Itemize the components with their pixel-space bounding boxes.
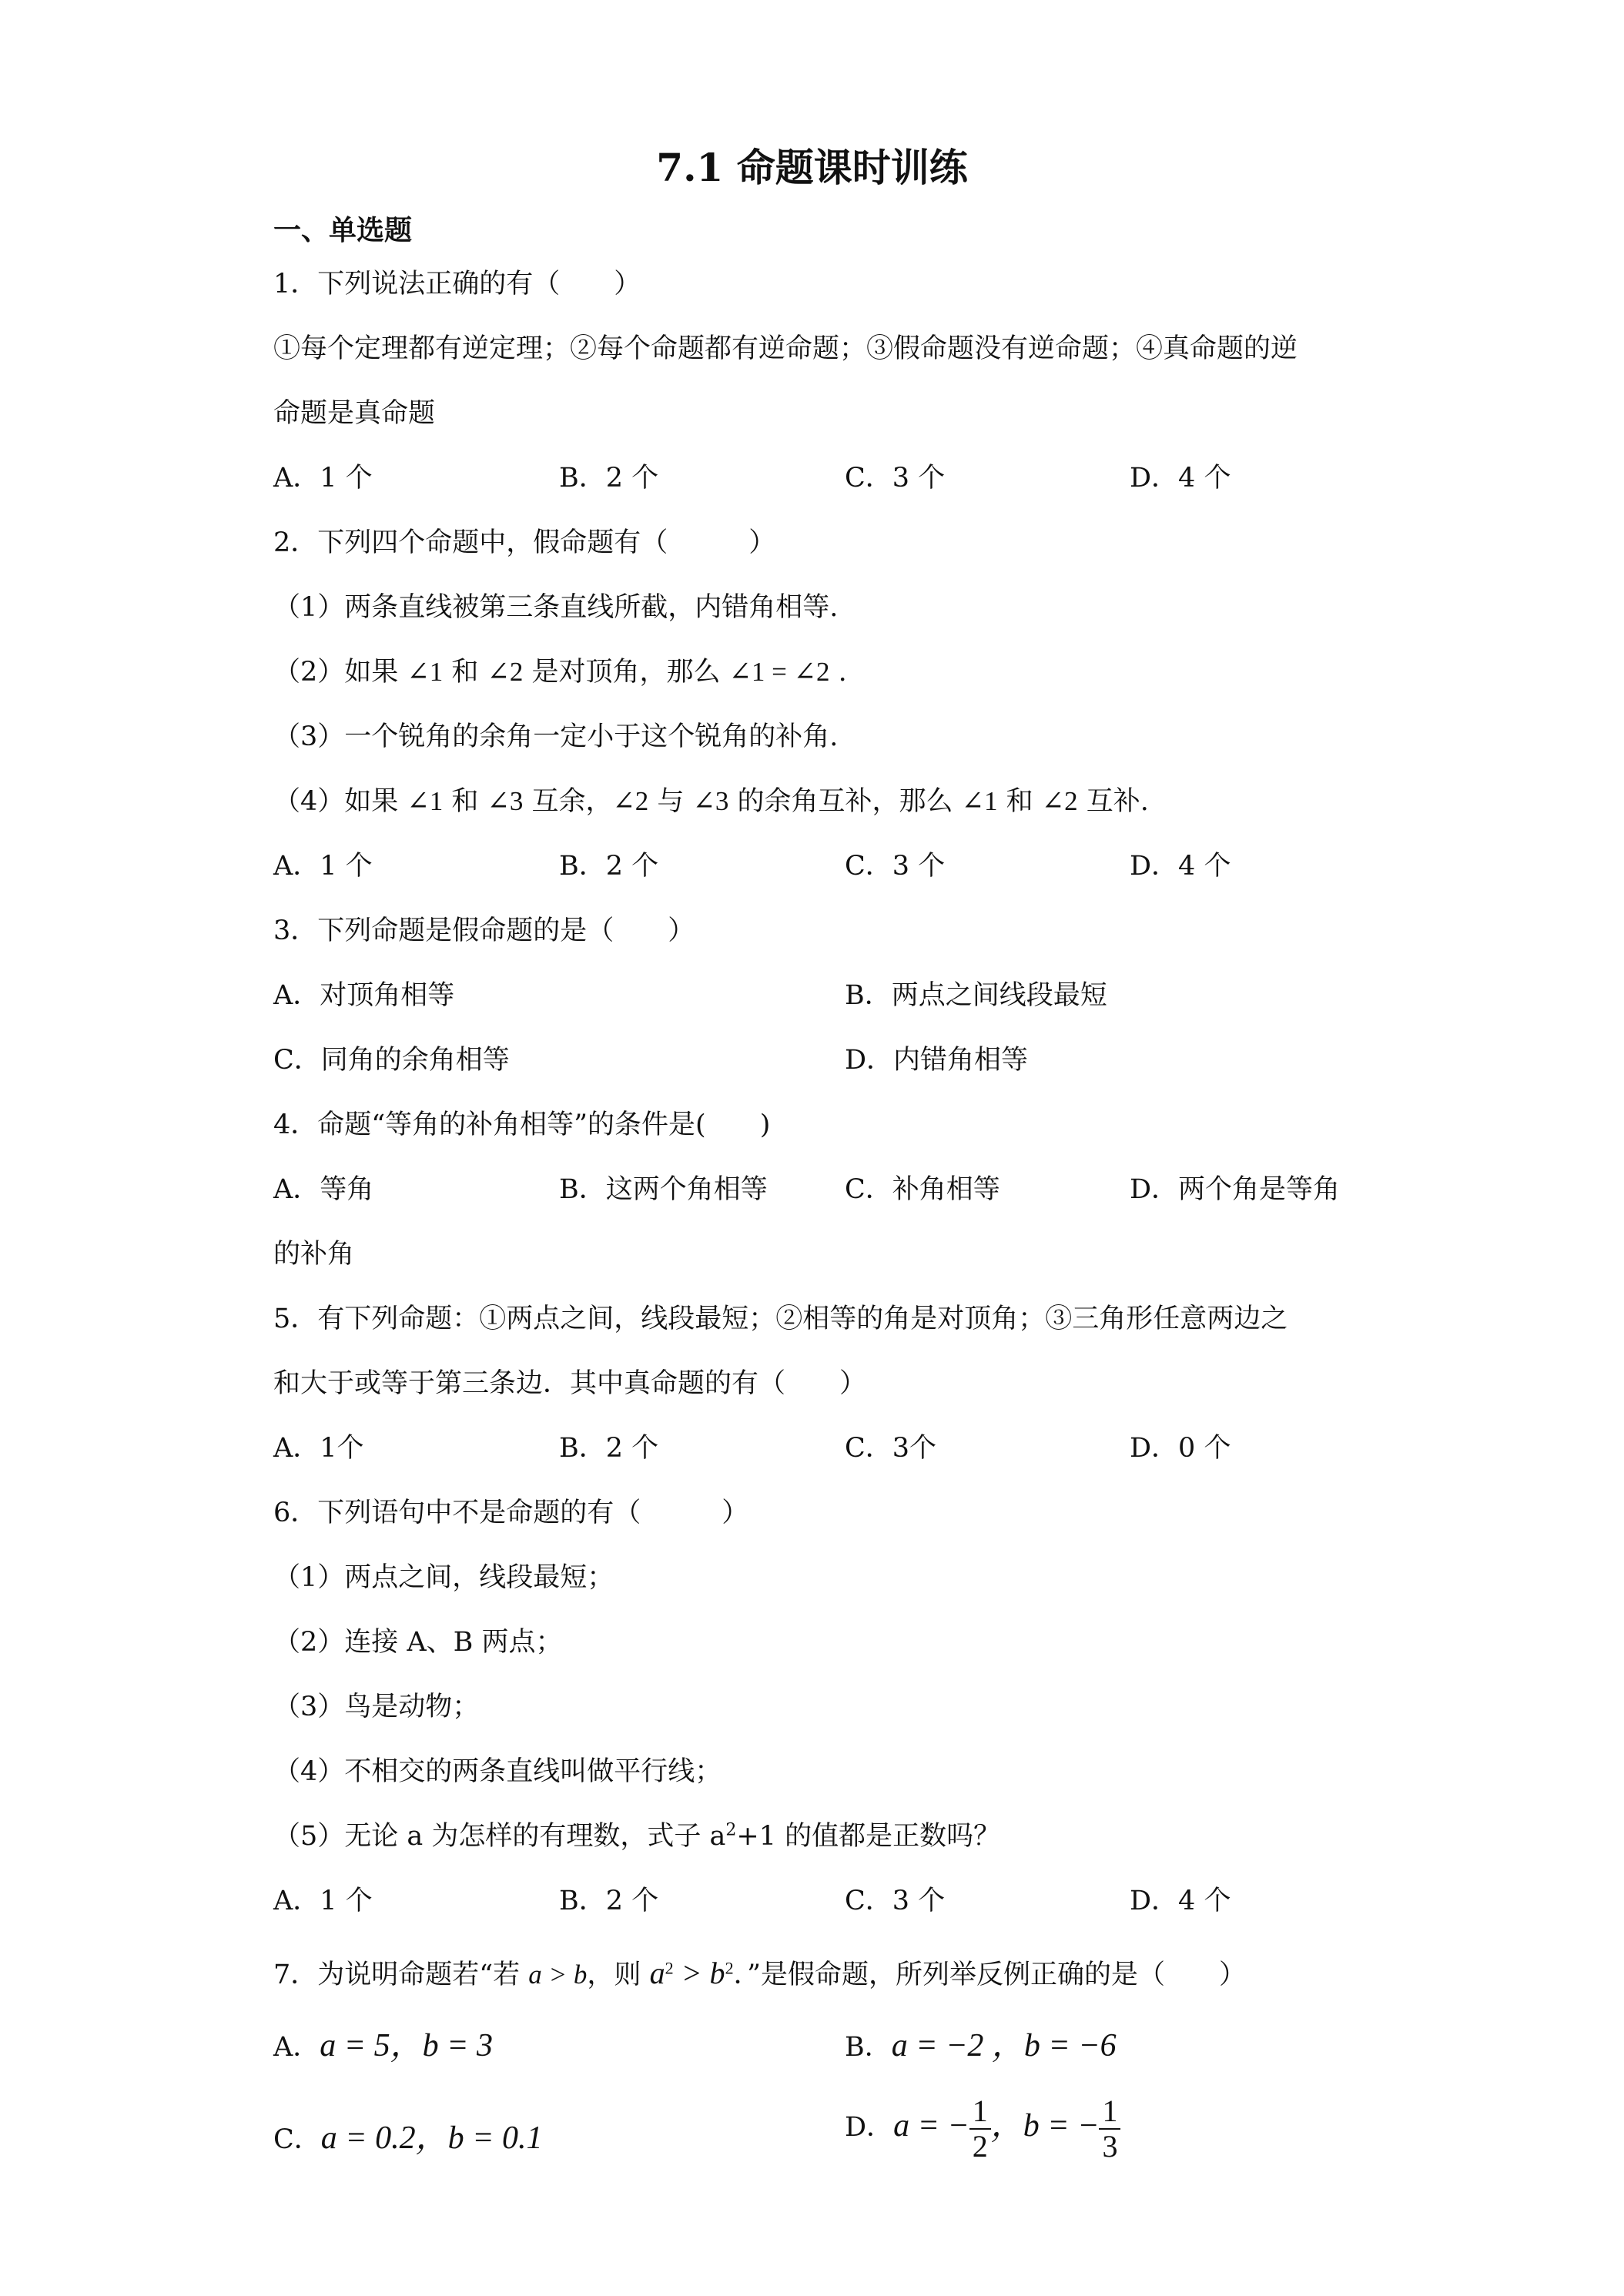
q6-stem: 6．下列语句中不是命题的有（ ） — [273, 1498, 749, 1528]
q3-option-a: A．对顶角相等 — [273, 980, 455, 1011]
q4-option-d-continued: 的补角 — [273, 1239, 355, 1270]
q1-option-c: C．3 个 — [845, 463, 946, 494]
q7-option-d: D．a = − $\frac{1}{2}$ ，b = − $\frac{1}{3}$ — [845, 2091, 1120, 2164]
q5-option-a: A．1个 — [273, 1433, 364, 1464]
q6-item-3: （3）鸟是动物； — [273, 1692, 480, 1722]
q2-option-b: B．2 个 — [559, 851, 659, 882]
q3-option-b: B．两点之间线段最短 — [845, 980, 1107, 1011]
q3-option-d: D．内错角相等 — [845, 1045, 1029, 1076]
q5-option-d: D．0 个 — [1130, 1433, 1231, 1464]
q2-item-3: （3）一个锐角的余角一定小于这个锐角的补角. — [273, 721, 839, 752]
q6-item-1: （1）两点之间，线段最短； — [273, 1562, 614, 1593]
q3-stem: 3．下列命题是假命题的是（ ） — [273, 915, 695, 946]
q2-item-2: （2）如果 ∠1 和 ∠2 是对顶角，那么 ∠1 = ∠2 . — [273, 657, 847, 688]
q5-stem-line1: 5．有下列命题：①两点之间，线段最短；②相等的角是对顶角；③三角形任意两边之 — [273, 1304, 1288, 1334]
q2-option-c: C．3 个 — [845, 851, 946, 882]
q4-option-c: C．补角相等 — [845, 1174, 1000, 1205]
q7-option-c: C．a = 0.2，b = 0.1 — [273, 2120, 543, 2156]
q1-body-line1: ①每个定理都有逆定理；②每个命题都有逆命题；③假命题没有逆命题；④真命题的逆 — [273, 333, 1298, 364]
q3-option-c: C．同角的余角相等 — [273, 1045, 510, 1076]
q7-stem: 7．为说明命题若“若 a > b，则 $a^2 > b^2$．”是假命题，所列举反例正确的是（ ） — [273, 1956, 1246, 1990]
q1-stem: 1．下列说法正确的有（ ） — [273, 269, 641, 300]
q1-option-a: A．1 个 — [273, 463, 373, 494]
q7-option-a: A．a = 5，b = 3 — [273, 2028, 493, 2063]
q1-option-b: B．2 个 — [559, 463, 659, 494]
q2-stem: 2．下列四个命题中，假命题有（ ） — [273, 527, 776, 558]
q6-item-2: （2）连接 A、B 两点； — [273, 1627, 563, 1658]
q4-option-b: B．这两个角相等 — [559, 1174, 768, 1205]
q1-option-d: D．4 个 — [1130, 463, 1231, 494]
q4-stem: 4．命题“等角的补角相等”的条件是( ) — [273, 1110, 771, 1140]
q7-option-b: B．a = −2 ，b = −6 — [845, 2028, 1117, 2063]
q4-option-d: D．两个角是等角 — [1130, 1174, 1341, 1205]
fraction-one-half: $\frac{1}{2}$ — [969, 2094, 991, 2164]
q4-option-a: A．等角 — [273, 1174, 374, 1205]
q2-option-a: A．1 个 — [273, 851, 373, 882]
q2-option-d: D．4 个 — [1130, 851, 1231, 882]
q1-body-line2: 命题是真命题 — [273, 398, 436, 429]
section-heading: 一、单选题 — [273, 214, 413, 246]
page-title: 7.1 命题课时训练 — [656, 145, 968, 190]
q5-option-b: B．2 个 — [559, 1433, 659, 1464]
fraction-one-third: $\frac{1}{3}$ — [1099, 2094, 1120, 2164]
q6-option-c: C．3 个 — [845, 1886, 946, 1916]
q6-item-5: （5）无论 a 为怎样的有理数，式子 $a^2+1$ 的值都是正数吗？ — [273, 1820, 1001, 1852]
q5-option-c: C．3个 — [845, 1433, 937, 1464]
q6-option-b: B．2 个 — [559, 1886, 659, 1916]
q6-item-4: （4）不相交的两条直线叫做平行线； — [273, 1756, 722, 1787]
q2-item-4: （4）如果 ∠1 和 ∠3 互余，∠2 与 ∠3 的余角互补，那么 ∠1 和 ∠2 互补. — [273, 786, 1149, 817]
q5-stem-line2: 和大于或等于第三条边．其中真命题的有（ ） — [273, 1368, 867, 1399]
q2-item-1: （1）两条直线被第三条直线所截，内错角相等. — [273, 592, 839, 623]
q6-option-d: D．4 个 — [1130, 1886, 1231, 1916]
q6-option-a: A．1 个 — [273, 1886, 373, 1916]
